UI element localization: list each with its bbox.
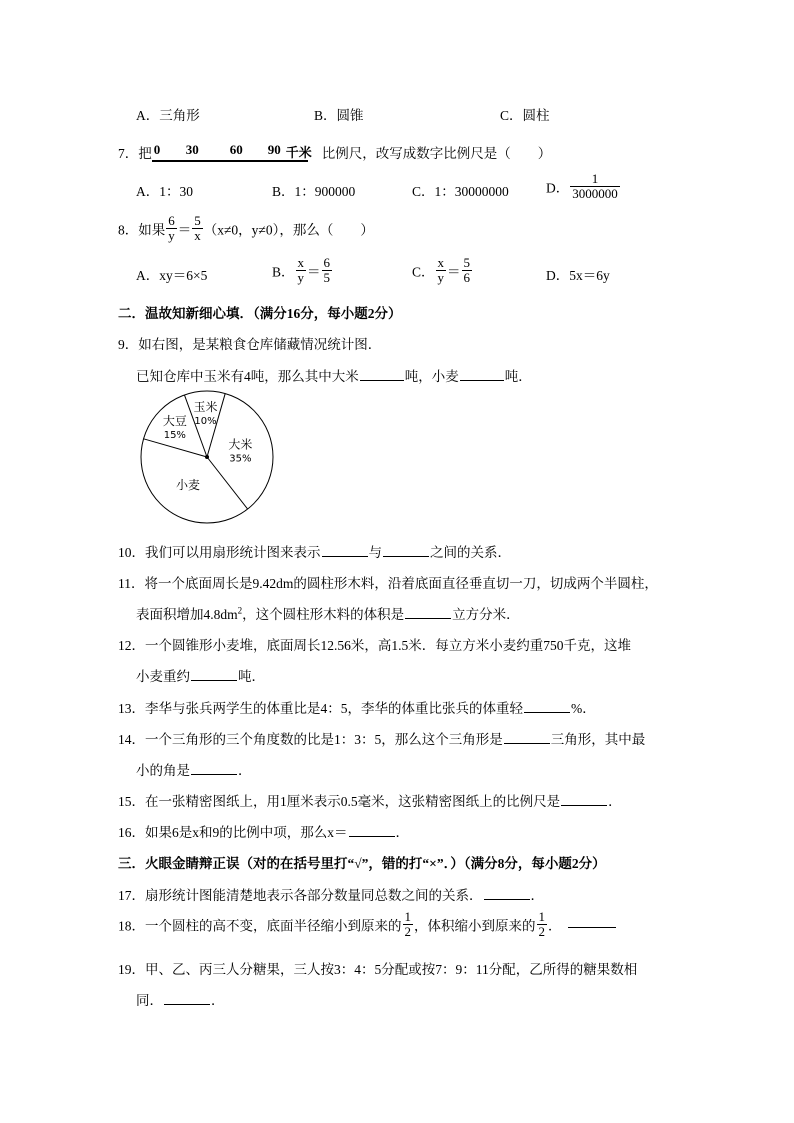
q14-line2: 小的角是 ． bbox=[136, 763, 252, 778]
ruler-label-90: 90 bbox=[267, 142, 281, 157]
section-3-title: 三．火眼金睛辩正误（对的在括号里打“√”，错的打“×”．）（满分8分，每小题2分） bbox=[118, 856, 606, 871]
q6-option-c: C．圆柱 bbox=[500, 108, 550, 123]
q8-option-c: C． $\frac{x}{y}$ ＝ $\frac{5}{6}$ bbox=[412, 255, 471, 285]
q14-line1: 14．一个三角形的三个角度数的比是1：3：5，那么这个三角形是 三角形，其中最 bbox=[118, 732, 646, 747]
q19-line2: 同． ． bbox=[136, 993, 225, 1008]
q8-fraction-5-x: $\frac{5}{x}$ bbox=[194, 213, 201, 243]
q8-option-b: B． $\frac{x}{y}$ ＝ $\frac{6}{5}$ bbox=[272, 255, 331, 285]
answer-blank[interactable] bbox=[524, 711, 570, 713]
q18: 18．一个圆柱的高不变，底面半径缩小到原来的 $\frac{1}{2}$ ，体积缩小到原来的 $\frac{1}{2}$ ． bbox=[118, 910, 617, 939]
q7-stem bbox=[118, 142, 551, 162]
pie-slice-percent: 35% bbox=[229, 453, 252, 465]
q19-line1: 19．甲、乙、丙三人分糖果，三人按3：4：5分配或按7：9：11分配，乙所得的糖果数相 bbox=[118, 962, 638, 977]
scale-ruler bbox=[152, 142, 312, 162]
q9-line2: 已知仓库中玉米有4吨，那么其中大米 吨，小麦 吨． bbox=[136, 369, 532, 384]
pie-slice-percent: 15% bbox=[163, 429, 186, 441]
pie-slice-label: 大豆 bbox=[162, 413, 187, 428]
q12-line1: 12．一个圆锥形小麦堆，底面周长12.56米，高1.5米．每立方米小麦约重750千克，这堆 bbox=[118, 638, 631, 653]
pie-slice-label: 大米 bbox=[228, 437, 253, 452]
q7-suffix: 比例尺，改写成数字比例尺是（ ） bbox=[321, 146, 552, 161]
answer-blank[interactable] bbox=[164, 1003, 210, 1005]
section-2-title: 二．温故知新细心填．（满分16分，每小题2分） bbox=[118, 306, 402, 321]
answer-blank[interactable] bbox=[484, 898, 530, 900]
pie-chart bbox=[137, 387, 277, 527]
pie-slice-percent: 10% bbox=[194, 416, 217, 428]
q11-line2: 表面积增加$4.8dm^2$，这个圆柱形木料的体积是 立方分米． bbox=[136, 605, 520, 622]
answer-blank[interactable] bbox=[568, 926, 616, 928]
q8-option-a: A．xy＝6×5 bbox=[136, 268, 208, 283]
q7-prefix: 7．把 bbox=[118, 146, 152, 161]
ruler-label-0: 0 bbox=[153, 142, 161, 157]
q18-fraction-2: $\frac{1}{2}$ bbox=[538, 909, 545, 939]
answer-blank[interactable] bbox=[383, 555, 429, 557]
answer-blank[interactable] bbox=[360, 379, 404, 381]
ruler-label-60: 60 bbox=[229, 142, 243, 157]
q6-option-b: B．圆锥 bbox=[314, 108, 364, 123]
q8-option-d: D．5x＝6y bbox=[546, 268, 610, 283]
answer-blank[interactable] bbox=[561, 804, 607, 806]
answer-blank[interactable] bbox=[460, 379, 504, 381]
pie-center-dot bbox=[205, 455, 209, 459]
q11-line1: 11．将一个底面周长是9.42dm的圆柱形木料，沿着底面直径垂直切一刀，切成两个半圆柱， bbox=[118, 576, 658, 591]
q15: 15．在一张精密图纸上，用1厘米表示0.5毫米，这张精密图纸上的比例尺是 ． bbox=[118, 794, 622, 809]
ruler-label-30: 30 bbox=[185, 142, 199, 157]
q6-option-a: A．三角形 bbox=[136, 108, 200, 123]
answer-blank[interactable] bbox=[191, 773, 237, 775]
q7-option-c: C．1：30000000 bbox=[412, 184, 509, 199]
q16: 16．如果6是x和9的比例中项，那么x＝ ． bbox=[118, 825, 409, 840]
ruler-unit: 千米 bbox=[285, 145, 312, 160]
answer-blank[interactable] bbox=[349, 835, 395, 837]
pie-slice-label: 小麦 bbox=[175, 478, 200, 493]
q7-option-a: A．1：30 bbox=[136, 184, 193, 199]
pie-slice-label: 玉米 bbox=[193, 400, 218, 415]
q12-line2: 小麦重约 吨． bbox=[136, 669, 265, 684]
q9-line1: 9．如右图，是某粮食仓库储藏情况统计图． bbox=[118, 337, 382, 352]
q17: 17．扇形统计图能清楚地表示各部分数量同总数之间的关系． ． bbox=[118, 888, 544, 903]
q7-option-d: D． $\frac{1}{3000000}$ bbox=[546, 171, 618, 201]
q13: 13．李华与张兵两学生的体重比是4：5，李华的体重比张兵的体重轻 %． bbox=[118, 701, 596, 716]
q10: 10．我们可以用扇形统计图来表示 与 之间的关系． bbox=[118, 545, 511, 560]
q7-option-b: B．1：900000 bbox=[272, 184, 356, 199]
q8-fraction-6-y: $\frac{6}{y}$ bbox=[168, 213, 175, 243]
answer-blank[interactable] bbox=[322, 555, 368, 557]
q18-fraction-1: $\frac{1}{2}$ bbox=[404, 909, 411, 939]
answer-blank[interactable] bbox=[405, 617, 451, 619]
answer-blank[interactable] bbox=[191, 679, 237, 681]
q7-d-fraction: $\frac{1}{3000000}$ bbox=[572, 171, 618, 201]
q8-stem: 8．如果 $\frac{6}{y}$ ＝ $\frac{5}{x}$ （x≠0，y≠0），那么（ ） bbox=[118, 213, 374, 243]
answer-blank[interactable] bbox=[504, 742, 550, 744]
